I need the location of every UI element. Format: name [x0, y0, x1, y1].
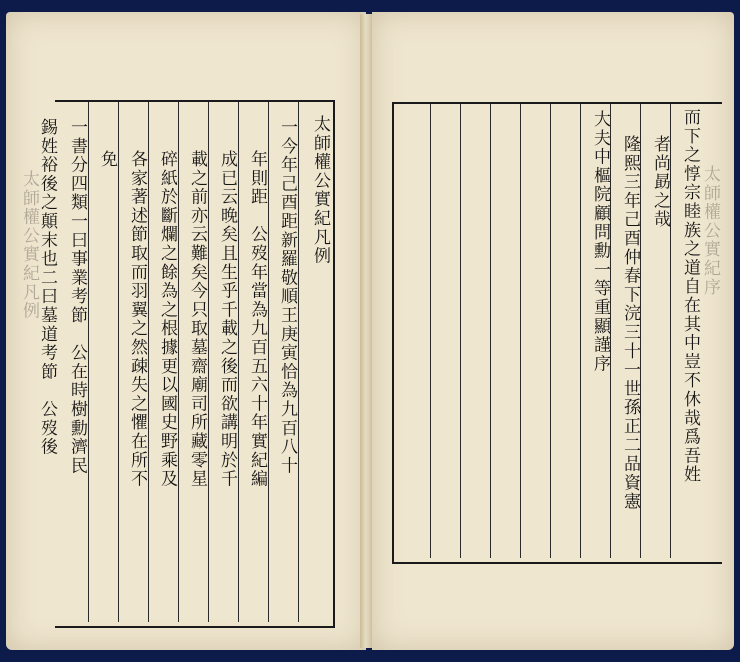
column-rule: [118, 102, 119, 622]
text-column: 大夫中樞院顧問勳一等重顯謹序: [590, 110, 610, 374]
text-column: 一今年己酉距新羅敬順王庚寅恰為九百八十: [277, 118, 297, 476]
column-rule: [520, 104, 521, 558]
text-column: 年則距 公歿年當為九百五六十年實紀編: [247, 150, 267, 489]
text-column: 而下之惇宗睦族之道自在其中豈不休哉爲吾姓: [680, 108, 700, 484]
column-rule: [460, 104, 461, 558]
column-rule: [430, 104, 431, 558]
left-margin-bleed-text: 太師權公實紀凡例: [19, 170, 39, 321]
column-rule: [550, 104, 551, 558]
title-column: 太師權公實紀凡例: [310, 115, 330, 266]
text-column: 一書分四類一曰事業考節 公在時樹勳濟民: [67, 118, 87, 476]
text-column: 載之前亦云難矣今只取墓齋廟司所藏零星: [187, 150, 207, 489]
right-margin-bleed-text: 太師權公實紀序: [700, 165, 720, 297]
text-column: 者尚勗之哉: [650, 135, 670, 229]
text-column: 成已云晚矣且生乎千載之後而欲講明於千: [217, 150, 237, 489]
text-column: 錫姓裕後之顛末也二曰墓道考節 公歿後: [37, 118, 57, 457]
text-column: 各家著述節取而羽翼之然疎失之懼在所不: [127, 150, 147, 489]
text-column: 隆熙三年己酉仲春下浣三十一世孫正二品資憲: [620, 135, 640, 511]
text-column: 碎紙於斷爛之餘為之根據更以國史野乘及: [157, 150, 177, 489]
column-rule: [580, 104, 581, 558]
text-column: 免: [97, 150, 117, 169]
column-rule: [490, 104, 491, 558]
